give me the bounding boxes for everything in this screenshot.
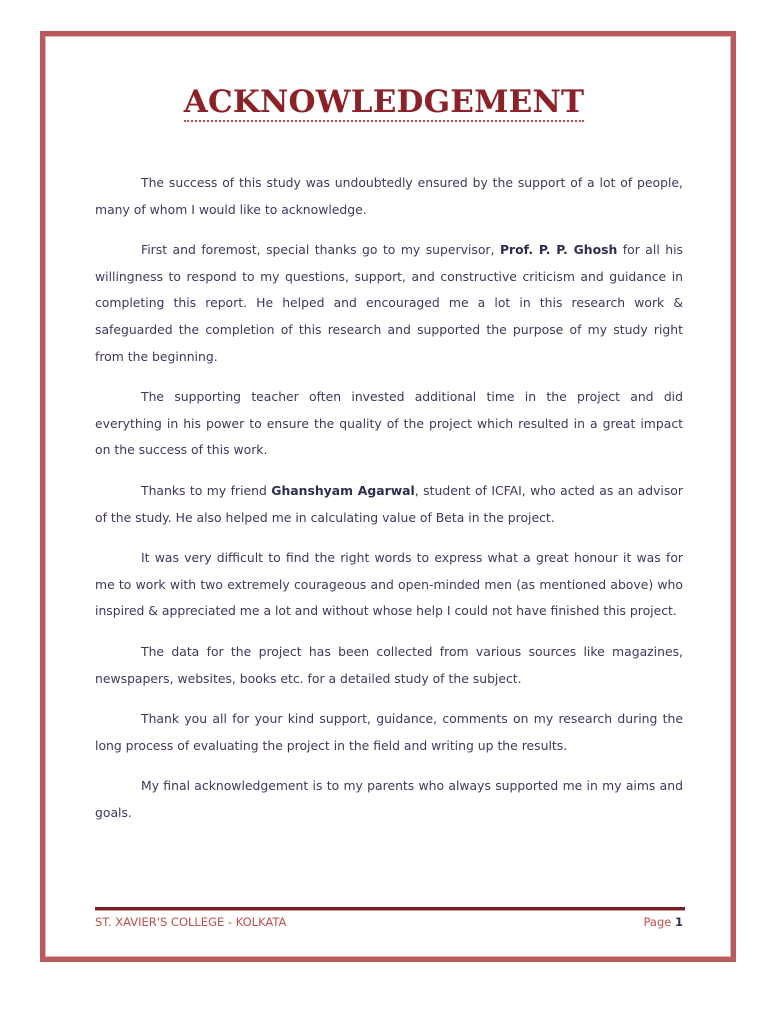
- page-number-value: 1: [674, 915, 683, 929]
- acknowledgement-body: [95, 170, 683, 840]
- paragraph-7-text: Thank you all for your kind support, guidance, comments on my research during the long process of evaluating the project in the field and writing up the results.: [95, 711, 683, 753]
- paragraph-4-text-start: Thanks to my friend: [141, 482, 272, 498]
- paragraph-7: [95, 706, 683, 759]
- paragraph-6-text: The data for the project has been collected from various sources like magazines, newspapers, websites, books etc. for a detailed study of the subject.: [95, 643, 683, 686]
- paragraph-2: [95, 237, 683, 370]
- footer-college-name: ST. XAVIER'S COLLEGE - KOLKATA: [95, 915, 287, 929]
- paragraph-6: [95, 639, 683, 692]
- friend-name: Ghanshyam Agarwal: [271, 482, 415, 498]
- paragraph-2-text-end: for all his willingness to respond to my questions, support, and constructive criticism and guidance in completing this report. He helped and encouraged me a lot in this research work & safeguarded the completion of this research and supported the purpose of my study right from the beginning.: [95, 242, 683, 364]
- page-label: Page: [643, 915, 672, 929]
- title-text: ACKNOWLEDGEMENT: [183, 84, 585, 120]
- paragraph-8-text: My final acknowledgement is to my parents who always supported me in my aims and goals.: [95, 778, 683, 820]
- supervisor-name: Prof. P. P. Ghosh: [499, 242, 618, 258]
- paragraph-1-text: The success of this study was undoubtedly ensured by the support of a lot of people, many of whom I would like to acknowledge.: [95, 175, 683, 217]
- paragraph-5: [95, 545, 683, 625]
- paragraph-3-text: The supporting teacher often invested additional time in the project and did everything in his power to ensure the quality of the project which resulted in a great impact on the success of this work.: [95, 389, 683, 458]
- paragraph-2-text-start: First and foremost, special thanks go to my supervisor,: [141, 242, 500, 258]
- footer-divider: [95, 907, 685, 911]
- paragraph-3: [95, 384, 683, 464]
- footer-page-number: [643, 915, 683, 929]
- paragraph-4-text-end: , student of ICFAI, who acted as an advisor of the study. He also helped me in calculating value of Beta in the project.: [95, 482, 683, 525]
- page-title: [0, 84, 768, 120]
- paragraph-4: [95, 478, 683, 531]
- paragraph-1: [95, 170, 683, 223]
- paragraph-8: [95, 773, 683, 826]
- paragraph-5-text: It was very difficult to find the right words to express what a great honour it was for me to work with two extremely courageous and open-minded men (as mentioned above) who inspired & appreciated me a lot and without whose help I could not have finished this project.: [95, 550, 683, 619]
